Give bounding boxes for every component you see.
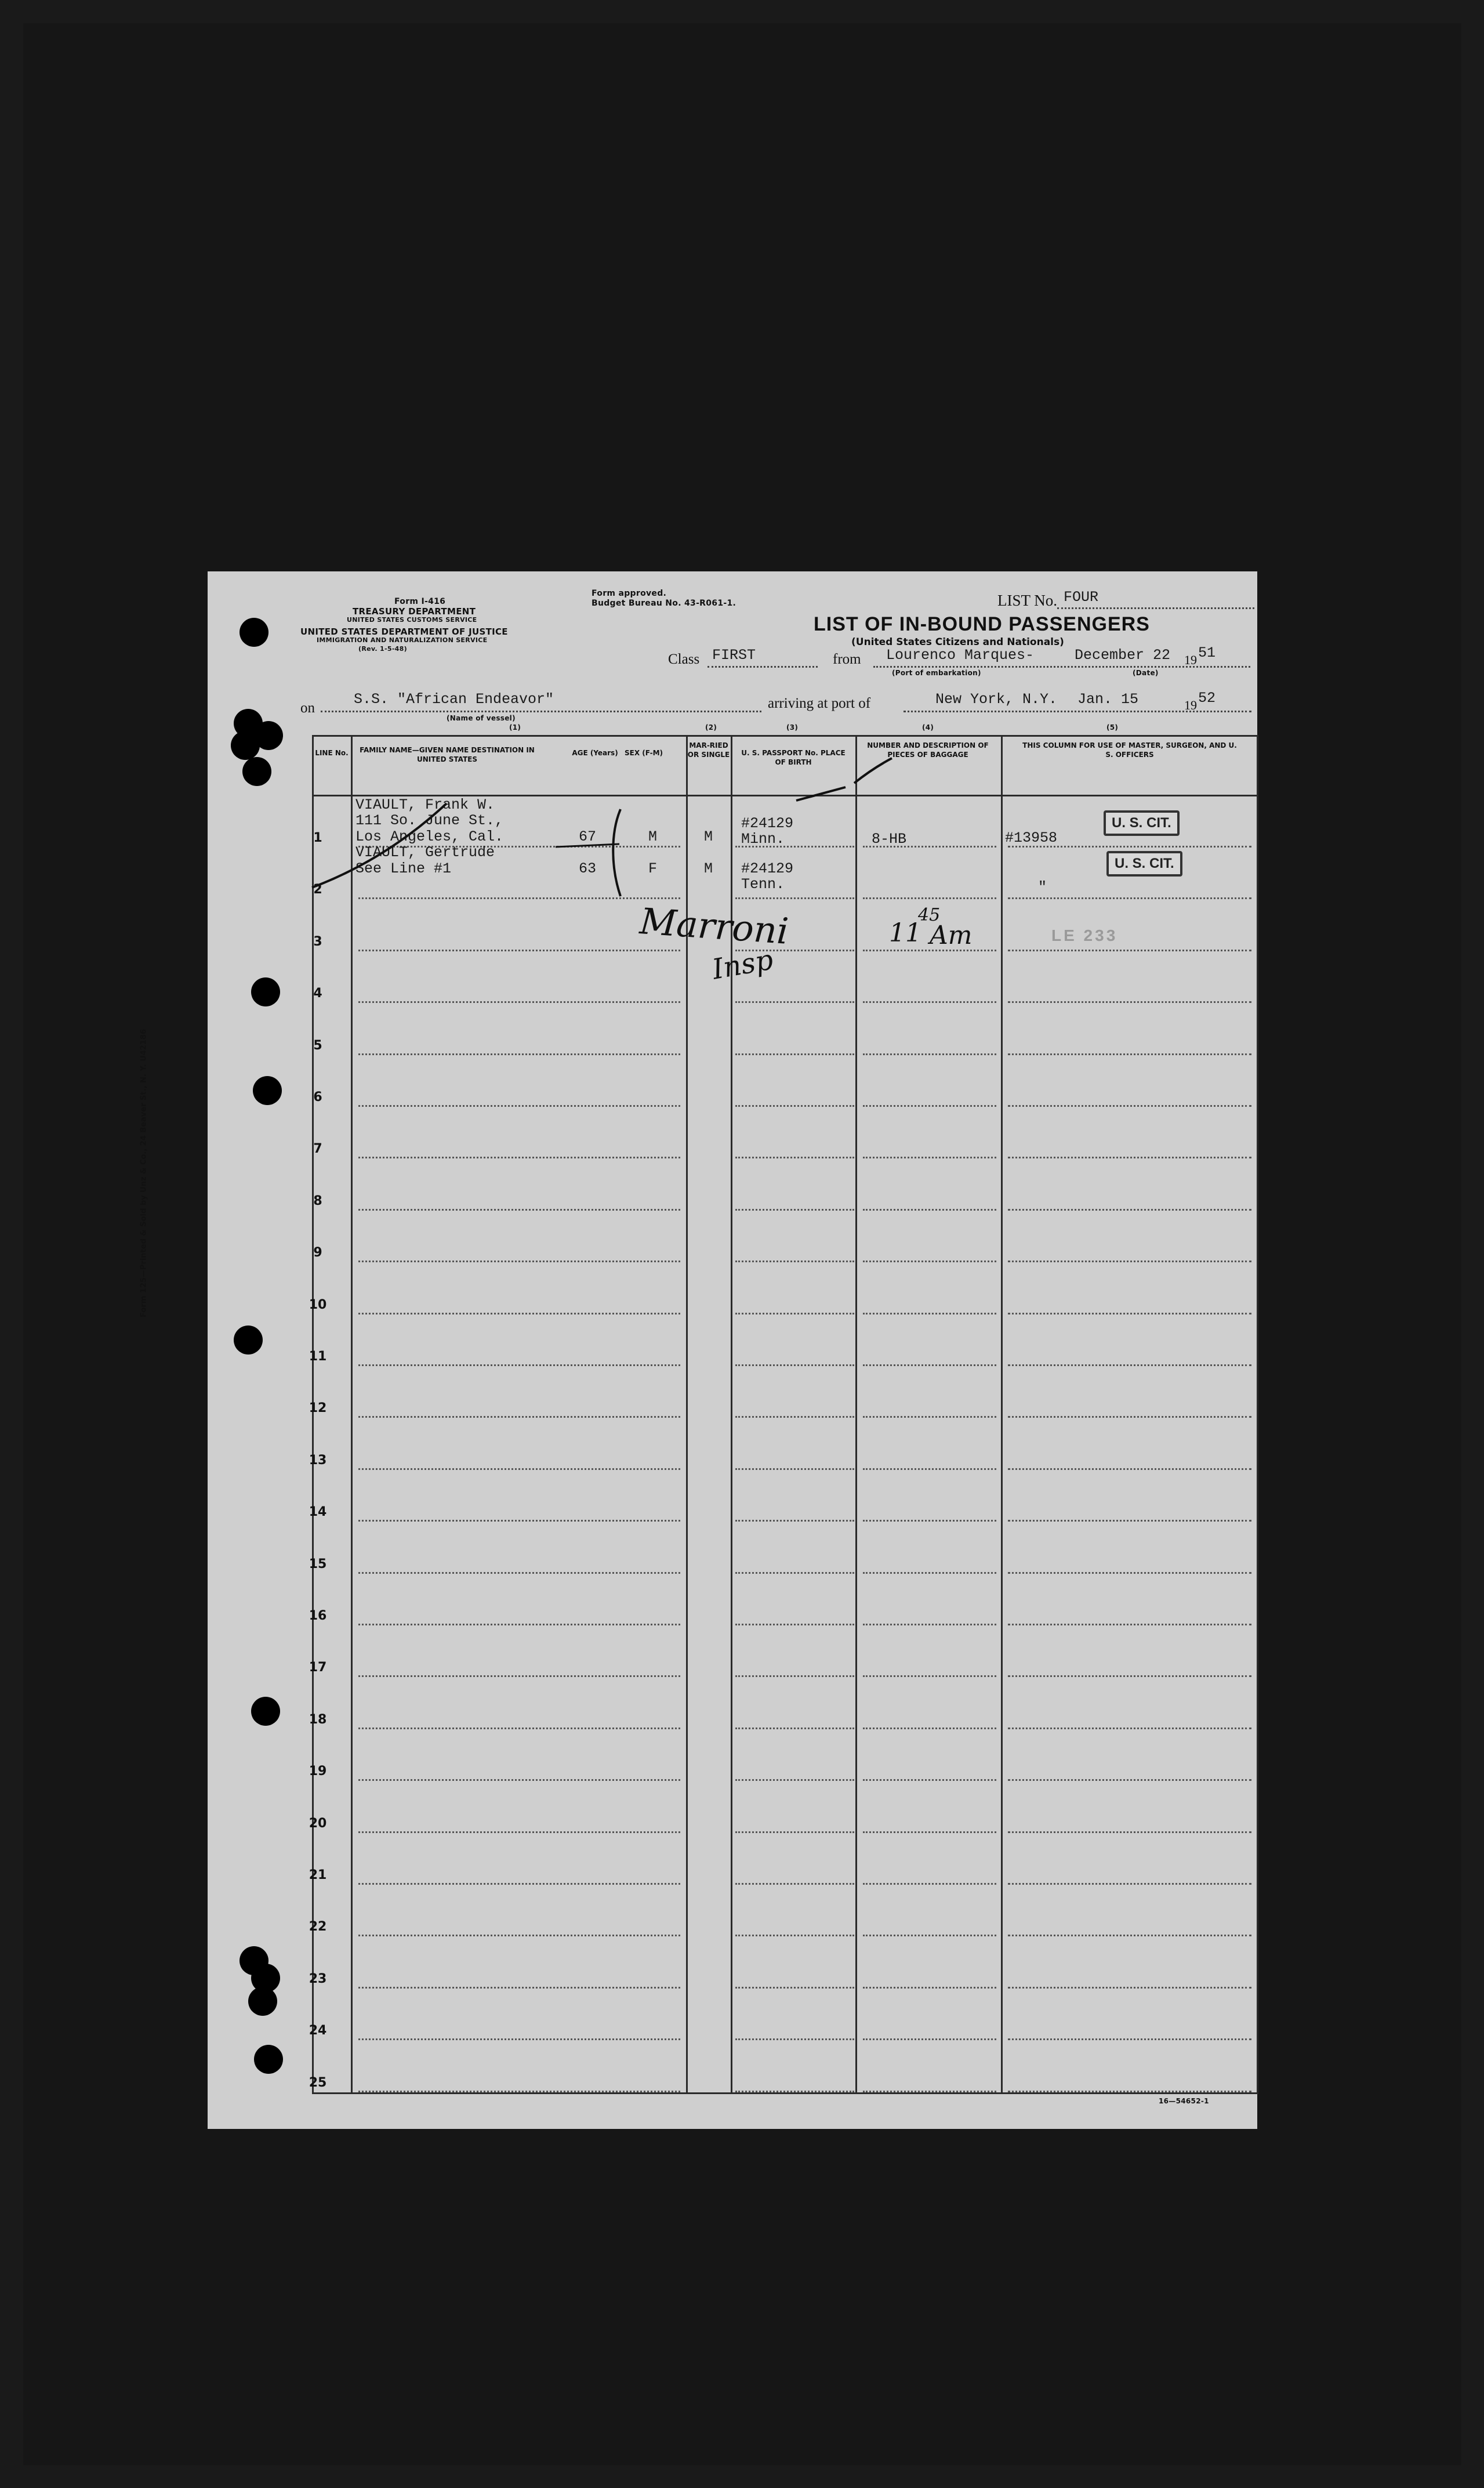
row-dotted-line [358,1728,680,1729]
binder-hole [248,1987,277,2016]
entry-2-address: See Line #1 [355,860,452,877]
row-dotted-line [1008,1209,1251,1211]
line-number: 5 [313,1038,322,1053]
row-dotted-line [735,1675,854,1677]
inspector-initials: Insp [709,943,776,986]
line-number: 9 [313,1245,322,1260]
row-dotted-line [358,1105,680,1107]
arrival-year-prefix: 19 [1184,698,1197,712]
row-dotted-line [735,1001,854,1003]
line-number: 17 [309,1660,327,1675]
row-dotted-line [735,1987,854,1989]
row-dotted-line [863,1261,996,1262]
row-dotted-line [735,1053,854,1055]
row-dotted-line [358,1831,680,1833]
row-dotted-line [863,1313,996,1314]
page-title: LIST OF IN-BOUND PASSENGERS [814,613,1150,635]
entry-2-name: VIAULT, Gertrude [355,844,495,861]
departure-year: 51 [1198,644,1216,661]
arrival-port: New York, N.Y. [935,691,1058,708]
row-dotted-line [735,1416,854,1418]
row-dotted-line [735,1520,854,1522]
caption-1: (1) [509,723,521,731]
row-dotted-line [735,1728,854,1729]
row-dotted-line [1008,1883,1251,1885]
row-dotted-line [1008,1001,1251,1003]
arriving-label: arriving at port of [768,696,871,711]
line-number: 16 [309,1609,327,1623]
inspection-time: 11 [889,918,921,948]
row-dotted-line [1008,1105,1251,1107]
row-dotted-line [1008,1779,1251,1781]
row-dotted-line [863,1675,996,1677]
row-dotted-line [735,1883,854,1885]
row-dotted-line [735,1313,854,1314]
form-approved: Form approved. [592,589,667,598]
treasury-department: TREASURY DEPARTMENT [353,606,476,617]
entry-1-name: VIAULT, Frank W. [355,796,495,813]
list-number-value: FOUR [1064,589,1099,606]
entry-1-address-city: Los Angeles, Cal. [355,828,504,845]
binder-hole [253,1076,282,1105]
row-dotted-line [1008,1261,1251,1262]
caption-4: (4) [922,723,934,731]
vessel-name: S.S. "African Endeavor" [354,691,554,708]
class-value: FIRST [712,647,756,664]
line-number: 3 [313,935,322,949]
line-number: 21 [309,1868,327,1882]
customs-service: UNITED STATES CUSTOMS SERVICE [347,616,477,624]
row-dotted-line [358,1468,680,1470]
arrival-date: Jan. 15 [1077,691,1139,708]
row-dotted-line [863,1572,996,1574]
row-dotted-line [735,1105,854,1107]
row-dotted-line [358,1364,680,1366]
entry-2-passport: #24129 [741,860,794,877]
row-dotted-line [863,2038,996,2040]
row-dotted-line [863,1987,996,1989]
row-dotted-line [863,1157,996,1158]
row-dotted-line [735,1364,854,1366]
binder-hole [234,1326,263,1355]
header-married: MAR-RIED OR SINGLE [687,741,730,759]
row-dotted-line [735,1209,854,1211]
inspection-time-minutes: 45 [918,905,941,925]
row-dotted-line [735,1624,854,1625]
row-dotted-line [358,1883,680,1885]
entry-1-officer-note: #13958 [1005,830,1058,846]
header-line-no: LINE No. [315,749,349,757]
line-number: 1 [313,831,322,845]
row-dotted-line [358,1624,680,1625]
arrival-year: 52 [1198,690,1216,707]
row-dotted-line [358,1779,680,1781]
row-dotted-line [863,1364,996,1366]
line-number: 18 [309,1712,327,1727]
row-dotted-line [735,1935,854,1936]
row-dotted-line [358,1572,680,1574]
row-dotted-line [735,1572,854,1574]
line-number: 15 [309,1557,327,1571]
row-dotted-line [1008,1728,1251,1729]
row-dotted-line [863,1935,996,1936]
inspector-signature: Marroni [638,900,790,953]
line-number: 8 [313,1194,322,1208]
line-number: 19 [309,1764,327,1779]
row-dotted-line [735,1779,854,1781]
port-caption: (Port of embarkation) [892,669,981,677]
row-dotted-line [863,1624,996,1625]
row-dotted-line [358,1416,680,1418]
row-dotted-line [863,2091,996,2092]
row-dotted-line [358,2038,680,2040]
entry-2-age: 63 [579,860,597,877]
header-passport: U. S. PASSPORT No. PLACE OF BIRTH [741,749,846,766]
caption-5: (5) [1106,723,1119,731]
caption-2: (2) [705,723,717,731]
immigration-service: IMMIGRATION AND NATURALIZATION SERVICE [317,636,488,644]
row-dotted-line [1008,1520,1251,1522]
department-of-justice: UNITED STATES DEPARTMENT OF JUSTICE [300,626,508,637]
header-officers: THIS COLUMN FOR USE OF MASTER, SURGEON, AND U. S. OFFICERS [1022,741,1237,759]
departure-year-prefix: 19 [1184,653,1197,667]
table-bottom-border [312,2092,1258,2094]
from-label: from [833,651,861,667]
entry-2-birthplace: Tenn. [741,876,785,893]
header-age: AGE (Years) [572,749,618,757]
line-number: 2 [313,882,322,897]
revision-date: (Rev. 1-5-48) [358,645,407,653]
entry-2-citizen-stamp: U. S. CIT. [1106,851,1182,877]
row-dotted-line [863,1468,996,1470]
entry-2-married: M [704,860,713,877]
date-caption: (Date) [1133,669,1159,677]
entry-2-sex: F [648,860,658,877]
line-number: 12 [309,1401,327,1415]
row-dotted-line [1008,1675,1251,1677]
line-number: 6 [313,1090,322,1104]
row-dotted-line [863,1831,996,1833]
print-code: 16—54652-1 [1159,2097,1209,2105]
line-number: 25 [309,2076,327,2090]
binder-hole [251,977,280,1006]
entry-1-age: 67 [579,828,597,845]
row-dotted-line [863,1883,996,1885]
line-number: 22 [309,1920,327,1934]
row-dotted-line [1008,2038,1251,2040]
row-dotted-line [735,1261,854,1262]
row-dotted-line [1008,1572,1251,1574]
entry-1-citizen-stamp: U. S. CIT. [1104,810,1180,836]
row-dotted-line [358,1675,680,1677]
row-dotted-line [863,1209,996,1211]
row-dotted-line [358,1520,680,1522]
row-dotted-line [358,1987,680,1989]
row-dotted-line [1008,1831,1251,1833]
form-number: Form I-416 [394,597,446,606]
row-dotted-line [863,1728,996,1729]
row-dotted-line [1008,1416,1251,1418]
row-dotted-line [358,1157,680,1158]
row-dotted-line [1008,1053,1251,1055]
row-dotted-line [735,2091,854,2092]
row-dotted-line [1008,1468,1251,1470]
row-dotted-line [863,1105,996,1107]
row-dotted-line [1008,1987,1251,1989]
line-number: 10 [309,1298,327,1312]
budget-bureau: Budget Bureau No. 43-R061-1. [592,599,736,608]
row-dotted-line [863,1779,996,1781]
entry-1-married: M [704,828,713,845]
row-dotted-line [358,1935,680,1936]
row-dotted-line [358,1053,680,1055]
vessel-caption: (Name of vessel) [447,714,516,722]
row-dotted-line [735,1468,854,1470]
row-dotted-line [863,1520,996,1522]
on-label: on [300,700,315,716]
row-dotted-line [358,1261,680,1262]
line-number: 23 [309,1972,327,1986]
binder-hole [254,2045,283,2074]
row-dotted-line [735,1831,854,1833]
row-dotted-line [358,1209,680,1211]
line-number: 20 [309,1816,327,1831]
line-number: 11 [309,1349,327,1364]
class-label: Class [668,651,700,667]
list-number-label: LIST No. [997,592,1058,609]
entry-1-birthplace: Minn. [741,831,785,848]
binder-hole [251,1697,280,1726]
port-of-embarkation: Lourenco Marques- [886,647,1035,664]
row-dotted-line [735,1157,854,1158]
entry-1-sex: M [648,828,658,845]
entry-1-baggage: 8-HB [872,831,907,848]
line-number: 4 [313,986,322,1001]
row-dotted-line [1008,1313,1251,1314]
row-dotted-line [1008,1157,1251,1158]
line-number: 13 [309,1453,327,1468]
row-dotted-line [863,1416,996,1418]
faint-stamp: LE 233 [1051,926,1118,944]
row-dotted-line [358,1001,680,1003]
entry-1-passport: #24129 [741,815,794,832]
page-subtitle: (United States Citizens and Nationals) [851,636,1064,648]
entry-1-address-street: 111 So. June St., [355,812,504,829]
row-dotted-line [735,2038,854,2040]
row-dotted-line [1008,1364,1251,1366]
header-name: FAMILY NAME—GIVEN NAME DESTINATION IN UNITED STATES [360,746,535,763]
manifest-sheet [139,571,1257,2129]
row-dotted-line [358,1313,680,1314]
row-dotted-line [1008,1935,1251,1936]
line-number: 7 [313,1142,322,1156]
entry-2-officer-note: " [1038,879,1047,896]
row-dotted-line [1008,1624,1251,1625]
caption-3: (3) [786,723,799,731]
header-sex: SEX (F-M) [625,749,663,757]
departure-date: December 22 [1075,647,1171,664]
header-baggage: NUMBER AND DESCRIPTION OF PIECES OF BAGGAGE [867,741,989,759]
line-number: 24 [309,2023,327,2038]
side-print-info: Form 125—Printed & Sold by Unz & Co., 24 Beaver St., N. Y. U42186 [139,1029,148,1317]
row-dotted-line [863,1053,996,1055]
inspection-time-suffix: Am [930,921,973,950]
row-dotted-line [1008,2091,1251,2092]
row-dotted-line [863,1001,996,1003]
line-number: 14 [309,1505,327,1519]
row-dotted-line [358,2091,680,2092]
